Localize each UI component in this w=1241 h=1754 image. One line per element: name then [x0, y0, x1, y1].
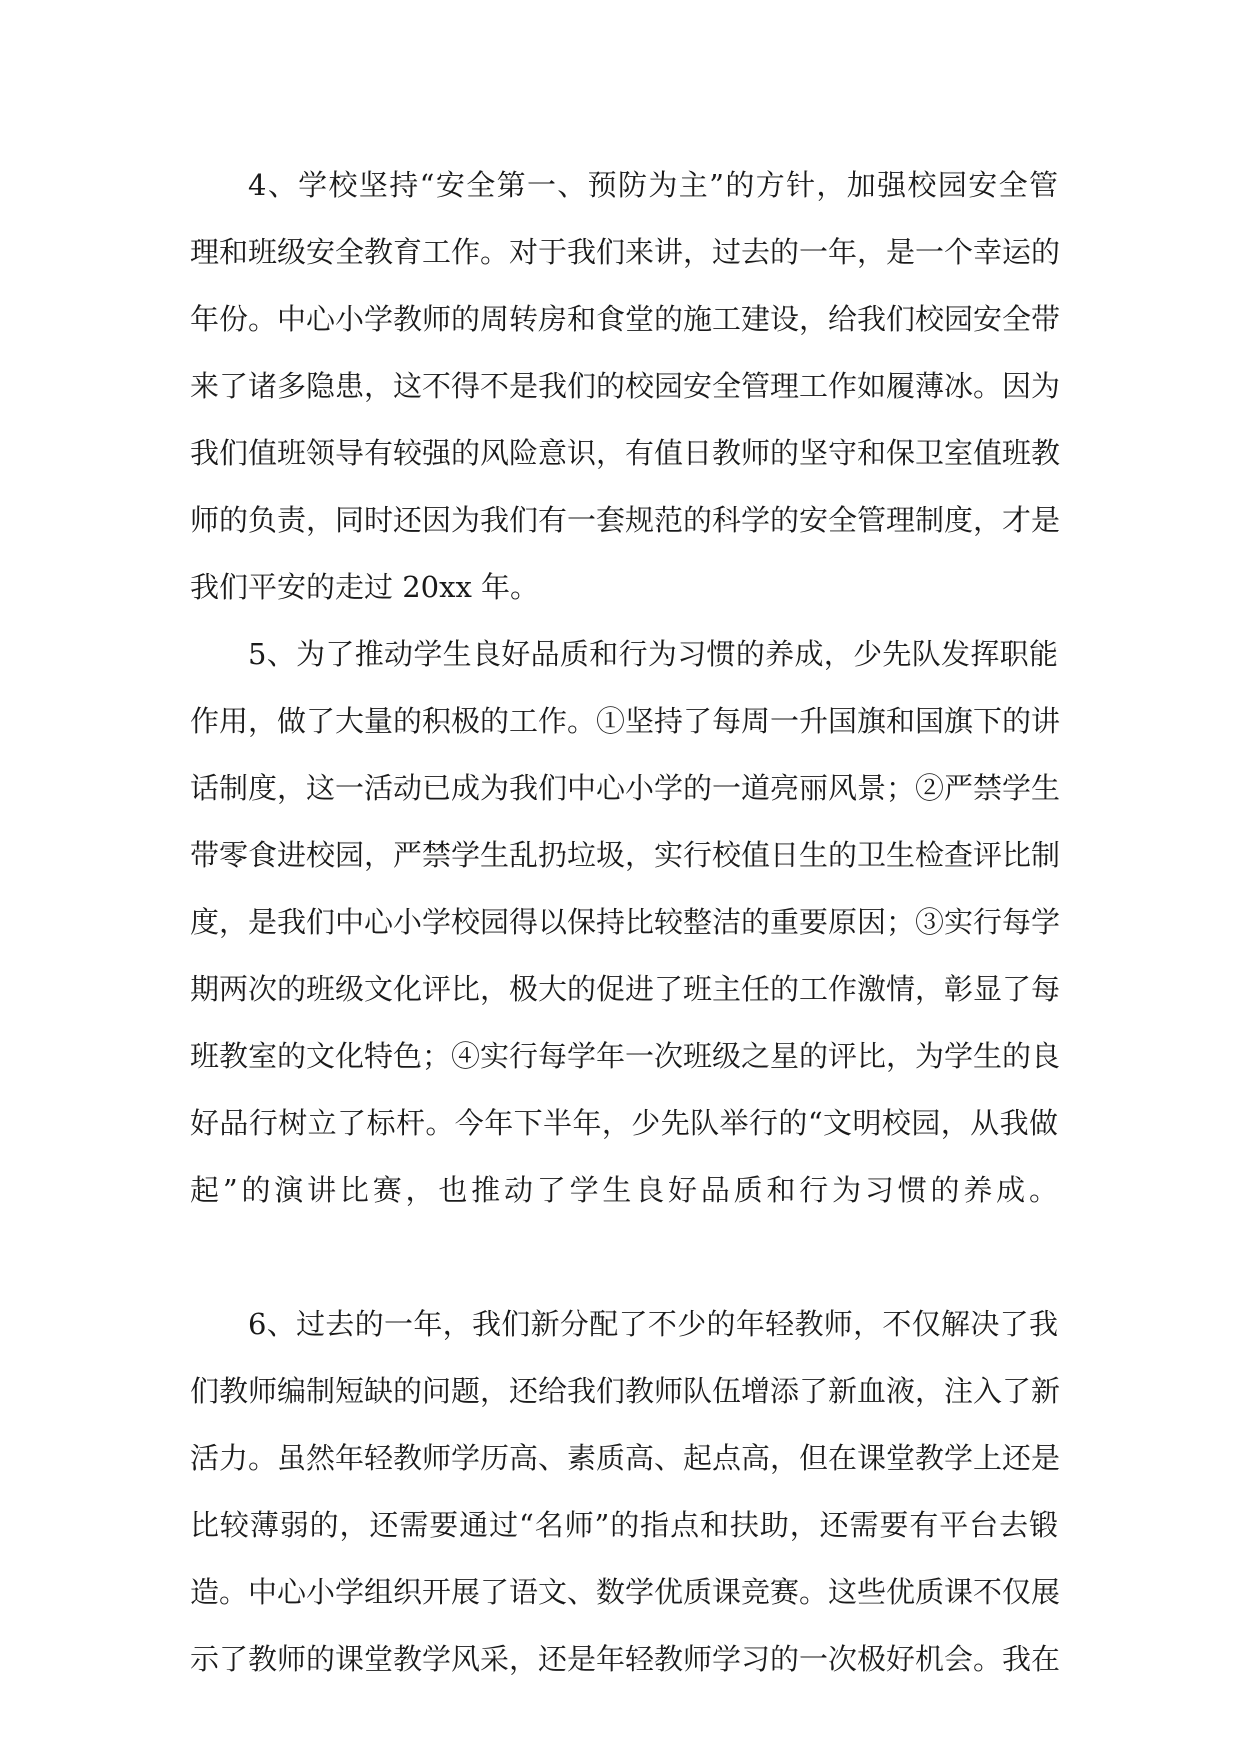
text-line: 4、学校坚持“安全第一、预防为主”的方针，加强校园安全管	[248, 168, 1058, 202]
text-line: 期两次的班级文化评比，极大的促进了班主任的工作激情，彰显了每	[190, 972, 1061, 1006]
text-line: 年份。中心小学教师的周转房和食堂的施工建设，给我们校园安全带	[190, 302, 1061, 336]
text-line: 师的负责，同时还因为我们有一套规范的科学的安全管理制度，才是	[190, 503, 1061, 537]
text-line: 好品行树立了标杆。今年下半年，少先队举行的“文明校园，从我做	[190, 1106, 1058, 1140]
text-line: 来了诸多隐患，这不得不是我们的校园安全管理工作如履薄冰。因为	[190, 369, 1061, 403]
text-line: 度，是我们中心小学校园得以保持比较整洁的重要原因；③实行每学	[190, 905, 1061, 939]
text-line: 我们值班领导有较强的风险意识，有值日教师的坚守和保卫室值班教	[190, 436, 1061, 470]
text-line: 带零食进校园，严禁学生乱扔垃圾，实行校值日生的卫生检查评比制	[190, 838, 1061, 872]
document-body	[190, 152, 1061, 1693]
paragraph-5-young-pioneers	[190, 621, 1061, 1291]
text-line: 6、过去的一年，我们新分配了不少的年轻教师，不仅解决了我	[248, 1307, 1058, 1341]
text-line: 造。中心小学组织开展了语文、数学优质课竞赛。这些优质课不仅展	[190, 1575, 1061, 1609]
text-line: 起”的演讲比赛，也推动了学生良好品质和行为习惯的养成。	[190, 1173, 1058, 1207]
text-line: 们教师编制短缺的问题，还给我们教师队伍增添了新血液，注入了新	[190, 1374, 1061, 1408]
text-line: 作用，做了大量的积极的工作。①坚持了每周一升国旗和国旗下的讲	[190, 704, 1061, 738]
text-line: 理和班级安全教育工作。对于我们来讲，过去的一年，是一个幸运的	[190, 235, 1061, 269]
text-line: 示了教师的课堂教学风采，还是年轻教师学习的一次极好机会。我在	[190, 1642, 1061, 1676]
text-line: 比较薄弱的，还需要通过“名师”的指点和扶助，还需要有平台去锻	[190, 1508, 1058, 1542]
text-line: 我们平安的走过 20xx 年。	[190, 570, 540, 604]
text-line: 话制度，这一活动已成为我们中心小学的一道亮丽风景；②严禁学生	[190, 771, 1061, 805]
text-line: 5、为了推动学生良好品质和行为习惯的养成，少先队发挥职能	[248, 637, 1058, 671]
paragraph-4-safety	[190, 152, 1061, 621]
paragraph-6-young-teachers	[190, 1291, 1061, 1693]
text-line: 班教室的文化特色；④实行每学年一次班级之星的评比，为学生的良	[190, 1039, 1061, 1073]
text-line: 活力。虽然年轻教师学历高、素质高、起点高，但在课堂教学上还是	[190, 1441, 1061, 1475]
text-line	[190, 1224, 1058, 1291]
